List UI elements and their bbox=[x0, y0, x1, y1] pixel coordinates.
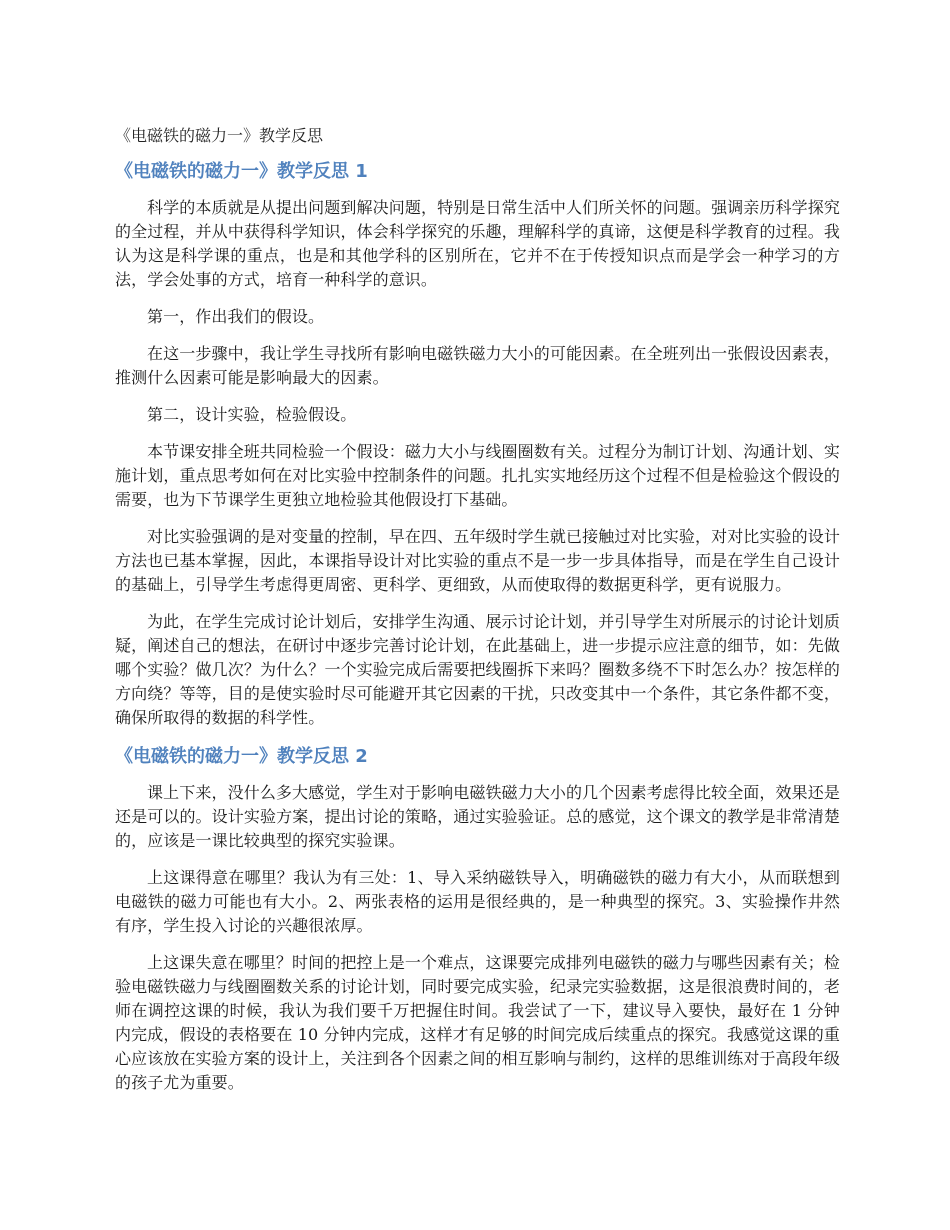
section-heading: 《电磁铁的磁力一》教学反思 2 bbox=[115, 746, 368, 767]
paragraph: 本节课安排全班共同检验一个假设：磁力大小与线圈圈数有关。过程分为制订计划、沟通计划、实施计划，重点思考如何在对比实验中控制条件的问题。扎扎实实地经历这个过程不但是检验这个假设的需要，也为下节课学生更独立地检验其他假设打下基础。 bbox=[115, 442, 840, 509]
section-2 bbox=[115, 743, 840, 1095]
paragraph: 为此，在学生完成讨论计划后，安排学生沟通、展示讨论计划，并引导学生对所展示的讨论计划质疑，阐述自己的想法，在研讨中逐步完善讨论计划，在此基础上，进一步提示应注意的细节，如：先做哪个实验？做几次？为什么？一个实验完成后需要把线圈拆下来吗？圈数多绕不下时怎么办？按怎样的方向绕？等等，目的是使实验时尽可能避开其它因素的干扰，只改变其中一个条件，其它条件都不变，确保所取得的数据的科学性。 bbox=[115, 612, 840, 727]
paragraph: 第二，设计实验，检验假设。 bbox=[147, 405, 357, 424]
document-title: 《电磁铁的磁力一》教学反思 bbox=[115, 126, 324, 145]
paragraph: 上这课失意在哪里？时间的把控上是一个难点，这课要完成排列电磁铁的磁力与哪些因素有关；检验电磁铁磁力与线圈圈数关系的讨论计划，同时要完成实验，纪录完实验数据，这是很浪费时间的，老师在调控这课的时候，我认为我们要千万把握住时间。我尝试了一下，建议导入要快，最好在 1 分钟内完成，假设的表格要在 10 分钟内完成，这样才有足够的时间完成后续重点的探究。我感觉这课的重心应该放在实验方案的设计上，关注到各个因素之间的相互影响与制约，这样的思维训练对于高段年级的孩子尤为重要。 bbox=[115, 953, 840, 1092]
section-heading: 《电磁铁的磁力一》教学反思 1 bbox=[115, 161, 368, 182]
paragraph: 课上下来，没什么多大感觉，学生对于影响电磁铁磁力大小的几个因素考虑得比较全面，效果还是还是可以的。设计实验方案，提出讨论的策略，通过实验验证。总的感觉，这个课文的教学是非常清楚的，应该是一课比较典型的探究实验课。 bbox=[115, 783, 840, 850]
paragraph: 科学的本质就是从提出问题到解决问题，特别是日常生活中人们所关怀的问题。强调亲历科学探究的全过程，并从中获得科学知识，体会科学探究的乐趣，理解科学的真谛，这便是科学教育的过程。我认为这是科学课的重点，也是和其他学科的区别所在，它并不在于传授知识点而是学会一种学习的方法，学会处事的方式，培育一种科学的意识。 bbox=[115, 198, 840, 289]
paragraph: 对比实验强调的是对变量的控制，早在四、五年级时学生就已接触过对比实验，对对比实验的设计方法也已基本掌握，因此，本课指导设计对比实验的重点不是一步一步具体指导，而是在学生自己设计的基础上，引导学生考虑得更周密、更科学、更细致，从而使取得的数据更科学，更有说服力。 bbox=[115, 527, 840, 594]
paragraph: 上这课得意在哪里？我认为有三处：1、导入采纳磁铁导入，明确磁铁的磁力有大小，从而联想到电磁铁的磁力可能也有大小。2、两张表格的运用是很经典的，是一种典型的探究。3、实验操作井然有序，学生投入讨论的兴趣很浓厚。 bbox=[115, 868, 840, 935]
paragraph: 第一，作出我们的假设。 bbox=[147, 307, 325, 326]
section-1 bbox=[115, 158, 840, 730]
document-body bbox=[115, 124, 840, 1108]
paragraph: 在这一步骤中，我让学生寻找所有影响电磁铁磁力大小的可能因素。在全班列出一张假设因素表，推测什么因素可能是影响最大的因素。 bbox=[115, 344, 840, 387]
